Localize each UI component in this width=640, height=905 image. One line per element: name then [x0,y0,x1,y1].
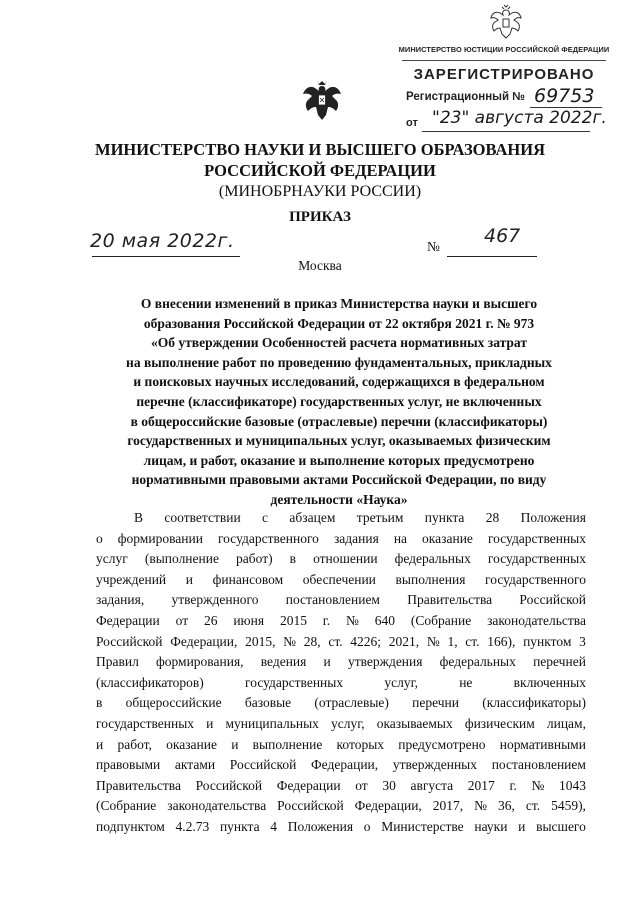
body-word: (выполнение [144,551,219,567]
body-word: пунктом [523,633,572,649]
body-word: федеральных [394,551,471,567]
body-word: июня [233,612,265,628]
city: Москва [298,258,342,273]
body-word: федеральных [439,654,516,670]
body-word: оказание [422,530,473,546]
body-word: пункта [424,510,465,525]
stamp-date-label: от [406,117,418,129]
body-word: Правительства [407,592,493,608]
body-word: (отраслевые) [314,695,389,711]
body-word: науки [474,818,508,834]
body-word: финансовом [212,571,284,587]
body-word: г. [509,777,517,793]
body-word: физическим [464,715,535,731]
title-line: лицам, и работ, оказание и выполнение которых предусмотрено [143,452,535,468]
title-line: деятельности «Наука» [270,491,408,507]
body-word: пункта [219,818,260,834]
body-word: 4226; [350,633,382,649]
body-word: государственных [245,674,344,690]
body-word: государственных [487,551,586,567]
body-word: подпунктом [96,818,165,834]
body-line [96,590,586,611]
body-word: выполнение [252,736,323,752]
body-line [96,817,586,838]
title-line: государственных и муниципальных услуг, оказываемых физическим [127,433,551,449]
body-word: Российской [96,633,163,649]
body-word: третьим [356,510,404,525]
body-word: и [231,736,239,752]
body-word: 2015 [279,612,307,628]
body-word: 640 [374,612,396,628]
body-line [96,714,586,735]
body-line [96,508,586,529]
body-word: формировании [117,530,203,546]
body-word: Правил [96,654,139,670]
body-word: и [518,818,526,834]
body-line [96,693,586,714]
body-line [96,755,586,776]
body-word: 30 [382,777,396,793]
body-word: перечней [533,654,586,670]
body-word: с [262,510,269,525]
body-word: 4.2.73 [175,818,210,834]
stamp-reg-number: 69753 [534,85,595,107]
body-word: № [346,612,359,628]
body-word: 2021, [388,633,420,649]
body-word: ст. [525,798,541,814]
body-word: абзацем [289,510,336,525]
body-word: 166), [487,633,516,649]
body-paragraph [96,508,586,838]
stamp-date-value: "23" августа 2022г. [432,108,607,128]
body-word: государственных [487,530,586,546]
number-underline [447,256,537,257]
body-word: и [185,571,194,587]
title-line: нормативными правовыми актами Российской Федерации, по виду [131,472,547,488]
body-word: 4 [270,818,278,834]
body-line [96,611,586,632]
title-line: на выполнение работ по проведению фундаментальных, прикладных [126,354,552,370]
body-word: 1043 [559,777,586,793]
body-word: нормативными [499,736,586,752]
body-line [96,796,586,817]
body-word: общероссийские [125,695,222,711]
body-word: ведения [260,654,307,670]
body-word: Федерации, [354,798,422,814]
body-word: (классификаторы) [482,695,586,711]
stamp-date-underline [422,131,590,132]
body-word: постановлением [491,757,586,773]
body-word: № [531,777,545,793]
body-word: услуг [96,551,128,567]
body-word: ст. [465,633,480,649]
body-word: государственного [485,571,586,587]
body-line [96,652,586,673]
body-word: предусмотрено [398,736,486,752]
body-word: № [283,633,297,649]
title-line: в общероссийские базовые (отраслевые) перечни (классификаторы) [130,413,548,429]
body-word: августа [410,777,454,793]
body-word: № [474,798,488,814]
body-word: отношении [313,551,378,567]
body-word: 5459), [551,798,586,814]
body-word: Федерации [96,612,160,628]
body-word: (Собрание [96,798,157,814]
body-line [96,776,586,797]
body-line [96,570,586,591]
body-word: г. [322,612,331,628]
body-word: 28, [303,633,321,649]
body-line [96,549,586,570]
body-line [96,673,586,694]
body-word: Российской [195,777,263,793]
body-word: № [426,633,440,649]
body-word: 28 [485,510,500,525]
order-date-handwritten: 20 мая 2022г. [90,230,235,252]
body-word: Министерстве [381,818,464,834]
body-word: Федерации, [170,633,238,649]
body-word: утверждения [347,654,423,670]
body-word: 36, [497,798,515,814]
body-word: Положения [520,510,586,525]
stamp-reg-number-label: Регистрационный № [406,91,526,103]
body-word: которых [336,736,385,752]
registration-stamp [398,0,610,140]
date-underline [92,256,240,257]
body-word: работ) [236,551,273,567]
body-word: Федерации [276,777,341,793]
body-word: правовыми [96,757,161,773]
stamp-eagle-emblem-icon [486,4,526,40]
body-word: высшего [536,818,586,834]
body-word: не [459,674,473,690]
body-word: 2017 [467,777,495,793]
body-line [96,735,586,756]
order-number-handwritten: 467 [484,225,521,247]
body-word: в [289,551,297,567]
body-word: Российской [277,798,344,814]
body-line [96,632,586,653]
body-word: обеспечении [302,571,376,587]
body-word: актами [174,757,216,773]
body-word: ст. [328,633,343,649]
coat-of-arms-icon [300,78,344,126]
body-word: выполнения [395,571,466,587]
body-word: муниципальных [225,715,319,731]
body-word: соответствии [164,510,241,525]
body-word: 2015, [245,633,276,649]
body-word: и [206,715,214,731]
body-word: (Собрание [410,612,472,628]
body-word: базовые [244,695,292,711]
body-word: оказание [166,736,217,752]
body-word: о [363,818,371,834]
body-line [96,529,586,550]
body-word: 26 [203,612,218,628]
document-type: ПРИКАЗ [289,209,351,225]
body-word: Российской [229,757,297,773]
stamp-ministry-text: МИНИСТЕРСТВО ЮСТИЦИИ РОССИЙСКОЙ ФЕДЕРАЦИИ [398,45,610,54]
body-word: Федерации, [311,757,379,773]
title-line: образования Российской Федерации от 22 октября 2021 г. № 973 [143,315,535,331]
body-word: постановлением [285,592,380,608]
order-title [90,294,588,510]
body-word: (классификаторов) [96,674,204,690]
body-word: учреждений [96,571,167,587]
body-word: законодательства [167,798,267,814]
body-word: на [393,530,408,546]
body-word: Российской [519,592,586,608]
body-word: и [323,654,331,670]
stamp-divider [402,60,606,61]
body-word: включенных [513,674,586,690]
body-word: работ, [117,736,152,752]
body-word: 1, [447,633,458,649]
body-word: формирования, [156,654,244,670]
title-line: «Об утверждении Особенностей расчета нормативных затрат [151,335,527,351]
body-word: от [175,612,189,628]
body-word: 3 [579,633,586,649]
body-word: утвержденных [392,757,477,773]
body-word: услуг, [331,715,365,731]
body-word: Положения [287,818,354,834]
ministry-name-line1: МИНИСТЕРСТВО НАУКИ И ВЫСШЕГО ОБРАЗОВАНИЯ [95,140,545,159]
ministry-name-line2: РОССИЙСКОЙ ФЕДЕРАЦИИ [204,161,436,180]
body-word: утвержденного [171,592,259,608]
body-word: оказываемых [376,715,453,731]
title-line: перечне (классификаторе) государственных услуг, не включенных [136,393,542,409]
body-word: Правительства [96,777,181,793]
title-line: и поисковых научных исследований, содержащихся в федеральном [133,374,545,390]
body-word: государственного [217,530,319,546]
body-word: от [355,777,368,793]
body-word: лицам, [546,715,586,731]
title-line: О внесении изменений в приказ Министерства науки и высшего [140,296,538,311]
body-word: задания [333,530,379,546]
body-word: 2017, [432,798,464,814]
body-word: В [134,510,144,525]
body-word: перечни [412,695,460,711]
stamp-registered-label: ЗАРЕГИСТРИРОВАНО [413,66,595,83]
order-number-label: № [427,239,440,254]
body-word: законодательства [487,612,586,628]
body-word: о [96,530,103,546]
body-word: задания, [96,592,145,608]
body-word: и [96,736,104,752]
ministry-short-name: (МИНОБРНАУКИ РОССИИ) [218,183,422,200]
body-word: государственных [96,715,195,731]
body-word: в [96,695,103,711]
body-word: услуг, [384,674,418,690]
